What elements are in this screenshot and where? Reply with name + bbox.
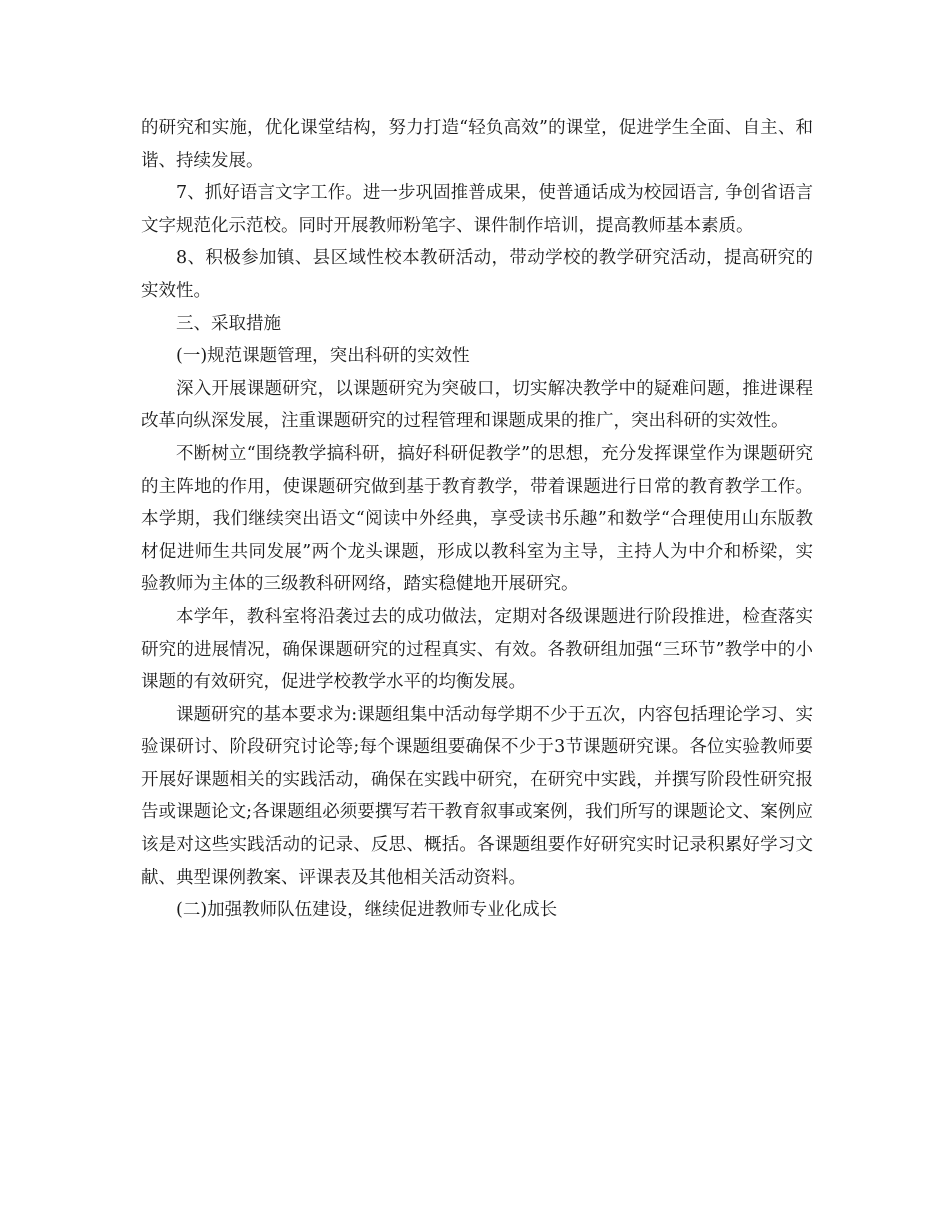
document-body: [141, 112, 813, 927]
paragraph-item-7: 7、抓好语言文字工作。进一步巩固推普成果，使普通话成为校园语言, 争创省语言文字规范化示范校。同时开展教师粉笔字、课件制作培训，提高教师基本素质。: [141, 183, 813, 236]
paragraph-research-intro: 深入开展课题研究，以课题研究为突破口，切实解决教学中的疑难问题，推进课程改革向纵深发展，注重课题研究的过程管理和课题成果的推广，突出科研的实效性。: [141, 378, 813, 432]
section-heading-measures: 三、采取措施: [176, 313, 281, 334]
subsection-heading-2: (二)加强教师队伍建设，继续促进教师专业化成长: [176, 900, 558, 921]
paragraph-requirements: 课题研究的基本要求为:课题组集中活动每学期不少于五次，内容包括理论学习、实验课研讨、阶段研究讨论等;每个课题组要确保不少于3节课题研究课。各位实验教师要开展好课题相关的实践活动，确保在实践中研究，在研究中实践，并撰写阶段性研究报告或课题论文;各课题组必须要撰写若干教育叙事或案例，我们所写的课题论文、案例应该是对这些实践活动的记录、反思、概括。各课题组要作好研究实时记录积累好学习文献、典型课例教案、评课表及其他相关活动资料。: [141, 704, 813, 888]
paragraph-school-year: 本学年，教科室将沿袭过去的成功做法，定期对各级课题进行阶段推进，检查落实研究的进展情况，确保课题研究的过程真实、有效。各教研组加强“三环节”教学中的小课题的有效研究，促进学校教学水平的均衡发展。: [141, 606, 813, 693]
paragraph-continuation: 的研究和实施，优化课堂结构，努力打造“轻负高效”的课堂，促进学生全面、自主、和谐、持续发展。: [141, 118, 813, 171]
paragraph-research-thinking: 不断树立“围绕教学搞科研，搞好科研促教学”的思想，充分发挥课堂作为课题研究的主阵地的作用，使课题研究做到基于教育教学，带着课题进行日常的教育教学工作。本学期，我们继续突出语文“阅读中外经典，享受读书乐趣”和数学“合理使用山东版教材促进师生共同发展”两个龙头课题，形成以教科室为主导，主持人为中介和桥梁，实验教师为主体的三级教科研网络，踏实稳健地开展研究。: [141, 443, 813, 595]
paragraph-item-8: 8、积极参加镇、县区域性校本教研活动，带动学校的教学研究活动，提高研究的实效性。: [141, 248, 813, 301]
subsection-heading-1: (一)规范课题管理，突出科研的实效性: [176, 346, 470, 367]
